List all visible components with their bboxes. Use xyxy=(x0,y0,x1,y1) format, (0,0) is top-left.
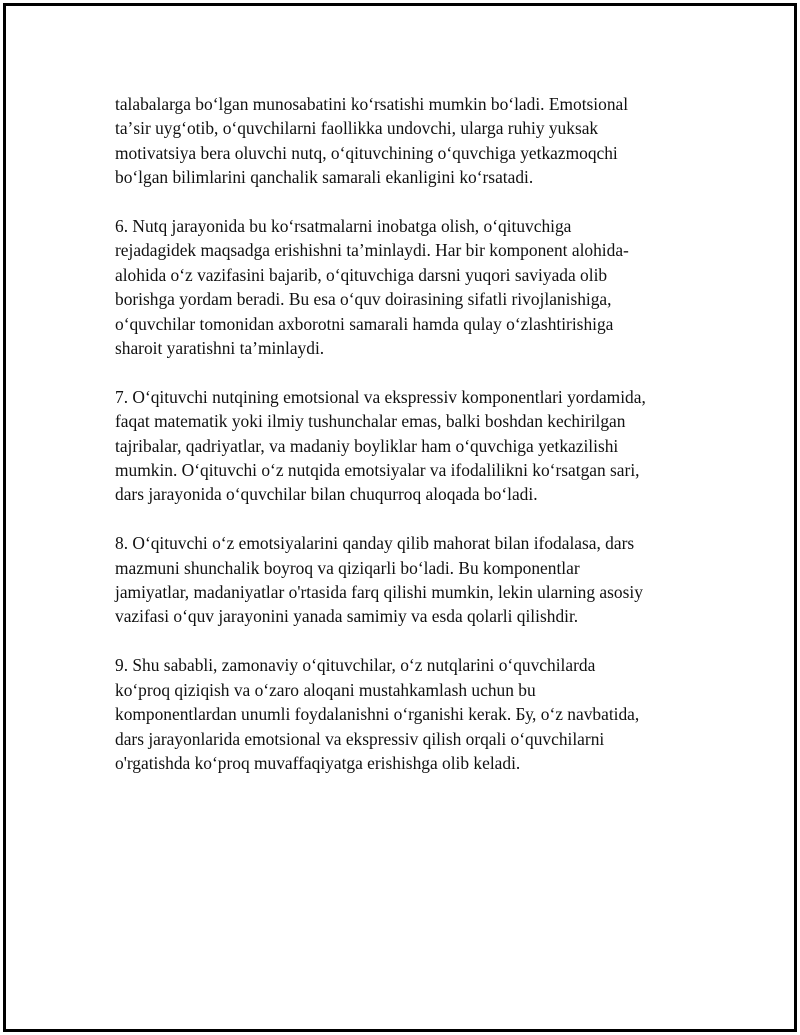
paragraph-6: 6. Nutq jarayonida bu koʻrsatmalarni inobatga olish, oʻqituvchiga rejadagidek maqsadga erishishni taʼminlaydi. Har bir komponent alohida- alohida oʻz vazifasini bajarib, oʻqituvchiga darsni yuqori saviyada olib borishga yordam beradi. Bu esa oʻquv doirasining sifatli rivojlanishiga, oʻquvchilar tomonidan axborotni samarali hamda qulay oʻzlashtirishiga sharoit yaratishni taʼminlaydi. xyxy=(115,216,629,359)
paragraph-9: 9. Shu sababli, zamonaviy oʻqituvchilar, oʻz nutqlarini oʻquvchilarda koʻproq qiziqish va oʻzaro aloqani mustahkamlash uchun bu komponentlardan unumli foydalanishni oʻrganishi kerak. Бу, oʻz navbatida, dars jarayonlarida emotsional va ekspressiv qilish orqali oʻquvchilarni o'rgatishda koʻproq muvaffaqiyatga erishishga olib keladi. xyxy=(115,655,640,773)
paragraph-8: 8. Oʻqituvchi oʻz emotsiyalarini qanday qilib mahorat bilan ifodalasa, dars mazmuni shunchalik boyroq va qiziqarli boʻladi. Bu komponentlar jamiyatlar, madaniyatlar o'rtasida farq qilishi mumkin, lekin ularning asosiy vazifasi oʻquv jarayonini yanada samimiy va esda qolarli qilishdir. xyxy=(115,533,643,627)
document-body xyxy=(115,92,695,800)
paragraph-7: 7. Oʻqituvchi nutqining emotsional va ekspressiv komponentlari yordamida, faqat matematik yoki ilmiy tushunchalar emas, balki boshdan kechirilgan tajribalar, qadriyatlar, va madaniy boyliklar ham oʻquvchiga yetkazilishi mumkin. Oʻqituvchi oʻz nutqida emotsiyalar va ifodalilikni koʻrsatgan sari, dars jarayonida oʻquvchilar bilan chuqurroq aloqada boʻladi. xyxy=(115,386,646,505)
paragraph-continuation: talabalarga boʻlgan munosabatini koʻrsatishi mumkin boʻladi. Emotsional taʼsir uygʻotib, oʻquvchilarni faollikka undovchi, ularga ruhiy yuksak motivatsiya bera oluvchi nutq, oʻqituvchining oʻquvchiga yetkazmoqchi boʻlgan bilimlarini qanchalik samarali ekanligini koʻrsatadi. xyxy=(115,94,629,188)
